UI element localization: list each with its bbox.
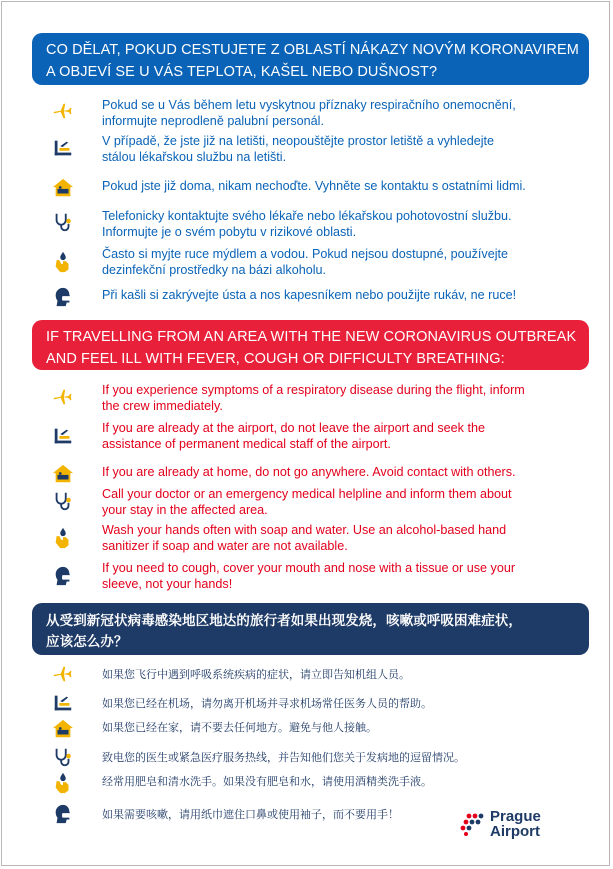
item-text xyxy=(102,382,525,414)
text-line: your stay in the affected area. xyxy=(102,503,268,517)
item-text xyxy=(102,720,377,736)
home-icon xyxy=(52,463,74,485)
text-line: Call your doctor or an emergency medical helpline and inform them about xyxy=(102,487,512,501)
text-line: 经常用肥皂和清水洗手。如果没有肥皂和水，请使用酒精类洗手液。 xyxy=(102,776,432,788)
heading-english xyxy=(32,320,589,370)
item-text xyxy=(102,464,516,480)
item-text xyxy=(102,560,515,592)
heading-czech xyxy=(32,33,589,85)
handwash-icon xyxy=(52,772,74,794)
text-line: Pokud se u Vás během letu vyskytnou příznaky respiračního onemocnění, xyxy=(102,98,516,112)
mask-icon xyxy=(52,565,74,587)
heading-chinese xyxy=(32,603,589,655)
text-line: dezinfekční prostředky na bázi alkoholu. xyxy=(102,263,327,277)
notice-page xyxy=(1,1,610,866)
item-text xyxy=(102,178,526,194)
heading-line: IF TRAVELLING FROM AN AREA WITH THE NEW CORONAVIRUS OUTBREAK xyxy=(46,329,577,345)
item-text xyxy=(102,208,512,240)
handwash-icon xyxy=(52,527,74,549)
item-text xyxy=(102,246,508,278)
logo-line: Prague xyxy=(490,808,541,825)
text-line: 如果需要咳嗽，请用纸巾遮住口鼻或使用袖子，而不要用手！ xyxy=(102,809,399,821)
mask-icon xyxy=(52,286,74,308)
heading-line: 应该怎么办？ xyxy=(46,634,128,649)
text-line: 如果您已经在家，请不要去任何地方。避免与他人接触。 xyxy=(102,722,377,734)
text-line: Často si myjte ruce mýdlem a vodou. Pokud nejsou dostupné, používejte xyxy=(102,247,509,261)
airplane-icon xyxy=(52,101,74,123)
text-line: Informujte je o svém pobytu v rizikové oblasti. xyxy=(102,225,357,239)
text-line: If you are already at the airport, do not leave the airport and seek the xyxy=(102,421,485,435)
heading-line: 从受到新冠状病毒感染地区地达的旅行者如果出现发烧，咳嗽或呼吸困难症状， xyxy=(46,613,522,628)
item-text xyxy=(102,696,432,712)
logo-text xyxy=(490,809,541,839)
airport-icon xyxy=(52,692,74,714)
heading-line: CO DĚLAT, POKUD CESTUJETE Z OBLASTÍ NÁKAZY NOVÝM KORONAVIREM xyxy=(46,42,579,58)
text-line: If you need to cough, cover your mouth and nose with a tissue or use your xyxy=(102,561,516,575)
home-icon xyxy=(52,718,74,740)
text-line: Telefonicky kontaktujte svého lékaře nebo lékařskou pohotovostní službu. xyxy=(102,209,512,223)
item-text xyxy=(102,667,410,683)
airplane-icon xyxy=(52,387,74,409)
stethoscope-icon xyxy=(52,490,74,512)
stethoscope-icon xyxy=(52,211,74,233)
prague-airport-logo xyxy=(460,810,590,840)
handwash-icon xyxy=(52,251,74,273)
text-line: informujte neprodleně palubní personál. xyxy=(102,114,324,128)
item-text xyxy=(102,420,485,452)
heading-line: A OBJEVÍ SE U VÁS TEPLOTA, KAŠEL NEBO DUŠNOST? xyxy=(46,64,438,80)
text-line: 致电您的医生或紧急医疗服务热线，并告知他们您关于发病地的逗留情况。 xyxy=(102,752,465,764)
logo-line: Airport xyxy=(490,823,540,840)
text-line: Pokud jste již doma, nikam nechoďte. Vyhněte se kontaktu s ostatními lidmi. xyxy=(102,179,526,193)
text-line: Při kašli si zakrývejte ústa a nos kapesníkem nebo použijte rukáv, ne ruce! xyxy=(102,288,517,302)
airport-icon xyxy=(52,137,74,159)
text-line: assistance of permanent medical staff of the airport. xyxy=(102,437,391,451)
item-text xyxy=(102,750,465,766)
item-text xyxy=(102,522,506,554)
text-line: Wash your hands often with soap and water. Use an alcohol-based hand xyxy=(102,523,507,537)
item-text xyxy=(102,807,399,823)
text-line: stálou lékařskou službu na letišti. xyxy=(102,150,287,164)
item-text xyxy=(102,133,494,165)
heading-line: AND FEEL ILL WITH FEVER, COUGH OR DIFFICULTY BREATHING: xyxy=(46,351,505,367)
item-text xyxy=(102,97,516,129)
text-line: sleeve, not your hands! xyxy=(102,577,233,591)
logo-mark-icon xyxy=(460,812,488,836)
airport-icon xyxy=(52,425,74,447)
home-icon xyxy=(52,177,74,199)
text-line: V případě, že jste již na letišti, neopouštějte prostor letiště a vyhledejte xyxy=(102,134,495,148)
item-text xyxy=(102,287,516,303)
item-text xyxy=(102,486,512,518)
text-line: 如果您已经在机场，请勿离开机场并寻求机场常任医务人员的帮助。 xyxy=(102,698,432,710)
mask-icon xyxy=(52,803,74,825)
stethoscope-icon xyxy=(52,746,74,768)
text-line: If you experience symptoms of a respiratory disease during the flight, inform xyxy=(102,383,525,397)
text-line: 如果您飞行中遇到呼吸系统疾病的症状，请立即告知机组人员。 xyxy=(102,669,410,681)
text-line: If you are already at home, do not go anywhere. Avoid contact with others. xyxy=(102,465,516,479)
airplane-icon xyxy=(52,664,74,686)
item-text xyxy=(102,774,432,790)
text-line: the crew immediately. xyxy=(102,399,223,413)
text-line: sanitizer if soap and water are not available. xyxy=(102,539,348,553)
